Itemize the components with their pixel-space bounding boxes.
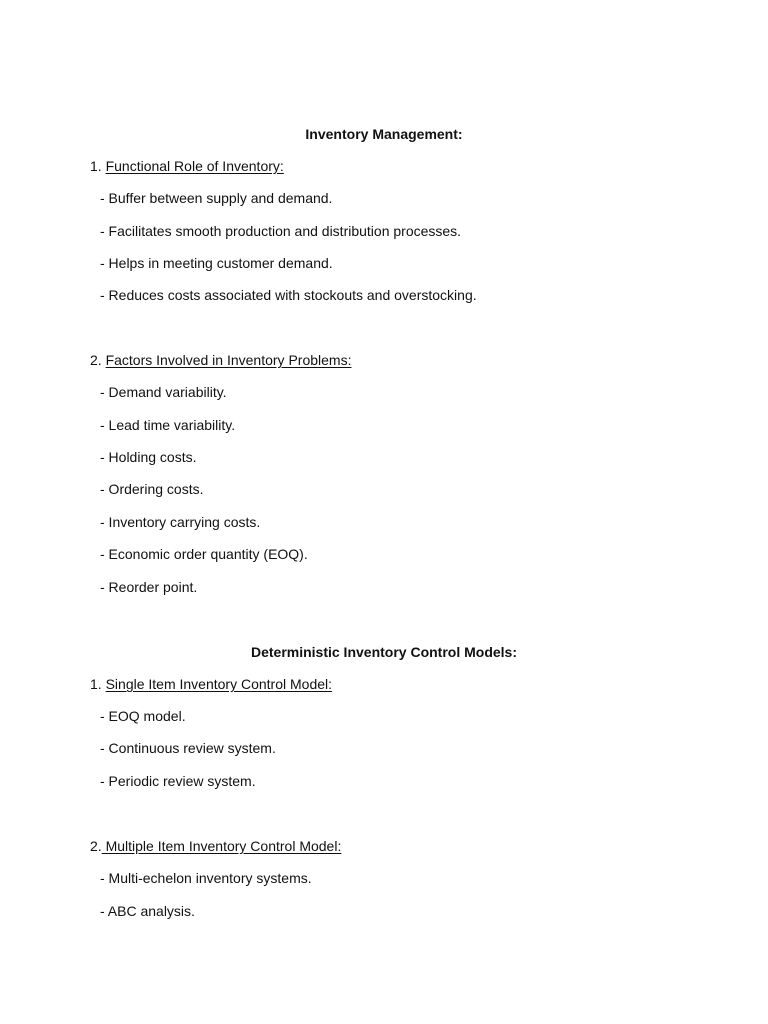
bullet-item: - Ordering costs. [100,481,204,497]
item-title: Functional Role of Inventory: [105,158,284,174]
bullet-item: - Reduces costs associated with stockouts and overstocking. [100,287,477,303]
bullet-item: - EOQ model. [100,708,186,724]
item-title: Multiple Item Inventory Control Model: [101,838,342,854]
bullet-item: - Inventory carrying costs. [100,514,261,530]
bullet-item: - Continuous review system. [100,740,276,756]
numbered-item-functional-role [90,157,284,175]
item-title: Factors Involved in Inventory Problems: [105,352,352,368]
numbered-item-multiple-item-model [90,837,341,855]
section-heading-inventory-management: Inventory Management: [305,126,463,142]
bullet-item: - Reorder point. [100,579,198,595]
bullet-item: - ABC analysis. [100,903,195,919]
bullet-item: - Economic order quantity (EOQ). [100,546,308,562]
item-number: 1. [90,158,102,174]
numbered-item-factors [90,351,351,369]
bullet-item: - Facilitates smooth production and distribution processes. [100,223,462,239]
section-heading-deterministic-models: Deterministic Inventory Control Models: [250,644,518,660]
item-number: 1. [90,676,102,692]
item-title: Single Item Inventory Control Model: [105,676,333,692]
item-number: 2. [90,352,102,368]
bullet-item: - Buffer between supply and demand. [100,190,333,206]
bullet-item: - Demand variability. [100,384,227,400]
bullet-item: - Multi-echelon inventory systems. [100,870,312,886]
bullet-item: - Periodic review system. [100,773,256,789]
bullet-item: - Holding costs. [100,449,197,465]
bullet-item: - Helps in meeting customer demand. [100,255,333,271]
item-number: 2. [90,838,102,854]
bullet-item: - Lead time variability. [100,417,236,433]
numbered-item-single-item-model [90,675,332,693]
